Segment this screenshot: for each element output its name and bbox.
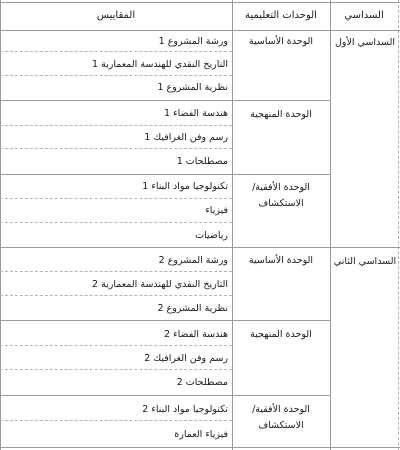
row-divider [0, 222, 232, 223]
unit-label: الوحدة المنهجية [250, 109, 312, 120]
measure-item: رسم وفن الغرافيك 1 [144, 132, 228, 143]
header-units: الوحدات التعليمية [245, 10, 317, 21]
measure-item: نظرية المشروع 1 [157, 82, 228, 93]
table-top-border [0, 2, 400, 3]
measure-item: ورشة المشروع 1 [158, 36, 228, 47]
header-measures: المقاييس [96, 10, 136, 21]
unit-label-line-2: الاستكشاف [258, 420, 304, 431]
semester-1-label: السداسي الأول [334, 37, 396, 48]
row-divider [0, 75, 232, 76]
row-divider [0, 295, 232, 296]
measure-item: ورشة المشروع 2 [158, 255, 228, 266]
semester-2-label: السداسي الثاني [333, 256, 397, 267]
measure-item: فيزياء [205, 205, 228, 216]
measure-item: التاريخ النقدي للهندسة المعمارية 1 [91, 59, 228, 70]
measure-item: نظرية المشروع 2 [157, 303, 228, 314]
column-divider [232, 0, 233, 450]
table-border-right [398, 0, 399, 450]
row-divider [0, 125, 232, 126]
measure-item: فيزياء العمارة [174, 429, 228, 440]
unit-label-line-2: الاستكشاف [258, 198, 304, 209]
measure-item: هندسة الفضاء 2 [164, 329, 228, 340]
row-divider [0, 51, 232, 52]
measure-item: تكنولوجيا مواد البناء 2 [142, 404, 228, 415]
measure-item: رسم وفن الغرافيك 2 [144, 353, 228, 364]
row-divider [0, 420, 232, 421]
measure-item: تكنولوجيا مواد البناء 1 [142, 181, 228, 192]
unit-divider [0, 395, 330, 396]
row-divider [0, 198, 232, 199]
measure-item: التاريخ النقدي للهندسة المعمارية 2 [91, 279, 228, 290]
measure-item: رياضيات [195, 230, 228, 241]
header-divider [0, 30, 400, 31]
measure-item: هندسة الفضاء 1 [164, 108, 228, 119]
row-divider [0, 148, 232, 149]
unit-divider [0, 174, 330, 175]
semester-divider [0, 247, 400, 248]
unit-label: الوحدة الأفقية/ [252, 182, 310, 193]
unit-label: الوحدة الأساسية [248, 255, 314, 266]
measure-item: مصطلحات 2 [176, 377, 228, 388]
table-border-left [0, 0, 1, 450]
unit-label: الوحدة المنهجية [250, 329, 312, 340]
unit-label: الوحدة الأساسية [248, 36, 314, 47]
row-divider [0, 345, 232, 346]
unit-label: الوحدة الأفقية/ [252, 404, 310, 415]
row-divider [0, 369, 232, 370]
unit-divider [0, 320, 330, 321]
row-divider [0, 271, 232, 272]
table-bottom-border [0, 447, 400, 448]
measure-item: مصطلحات 1 [176, 156, 228, 167]
unit-divider [0, 100, 330, 101]
column-divider [330, 0, 331, 450]
header-semester: السداسي [344, 10, 384, 21]
